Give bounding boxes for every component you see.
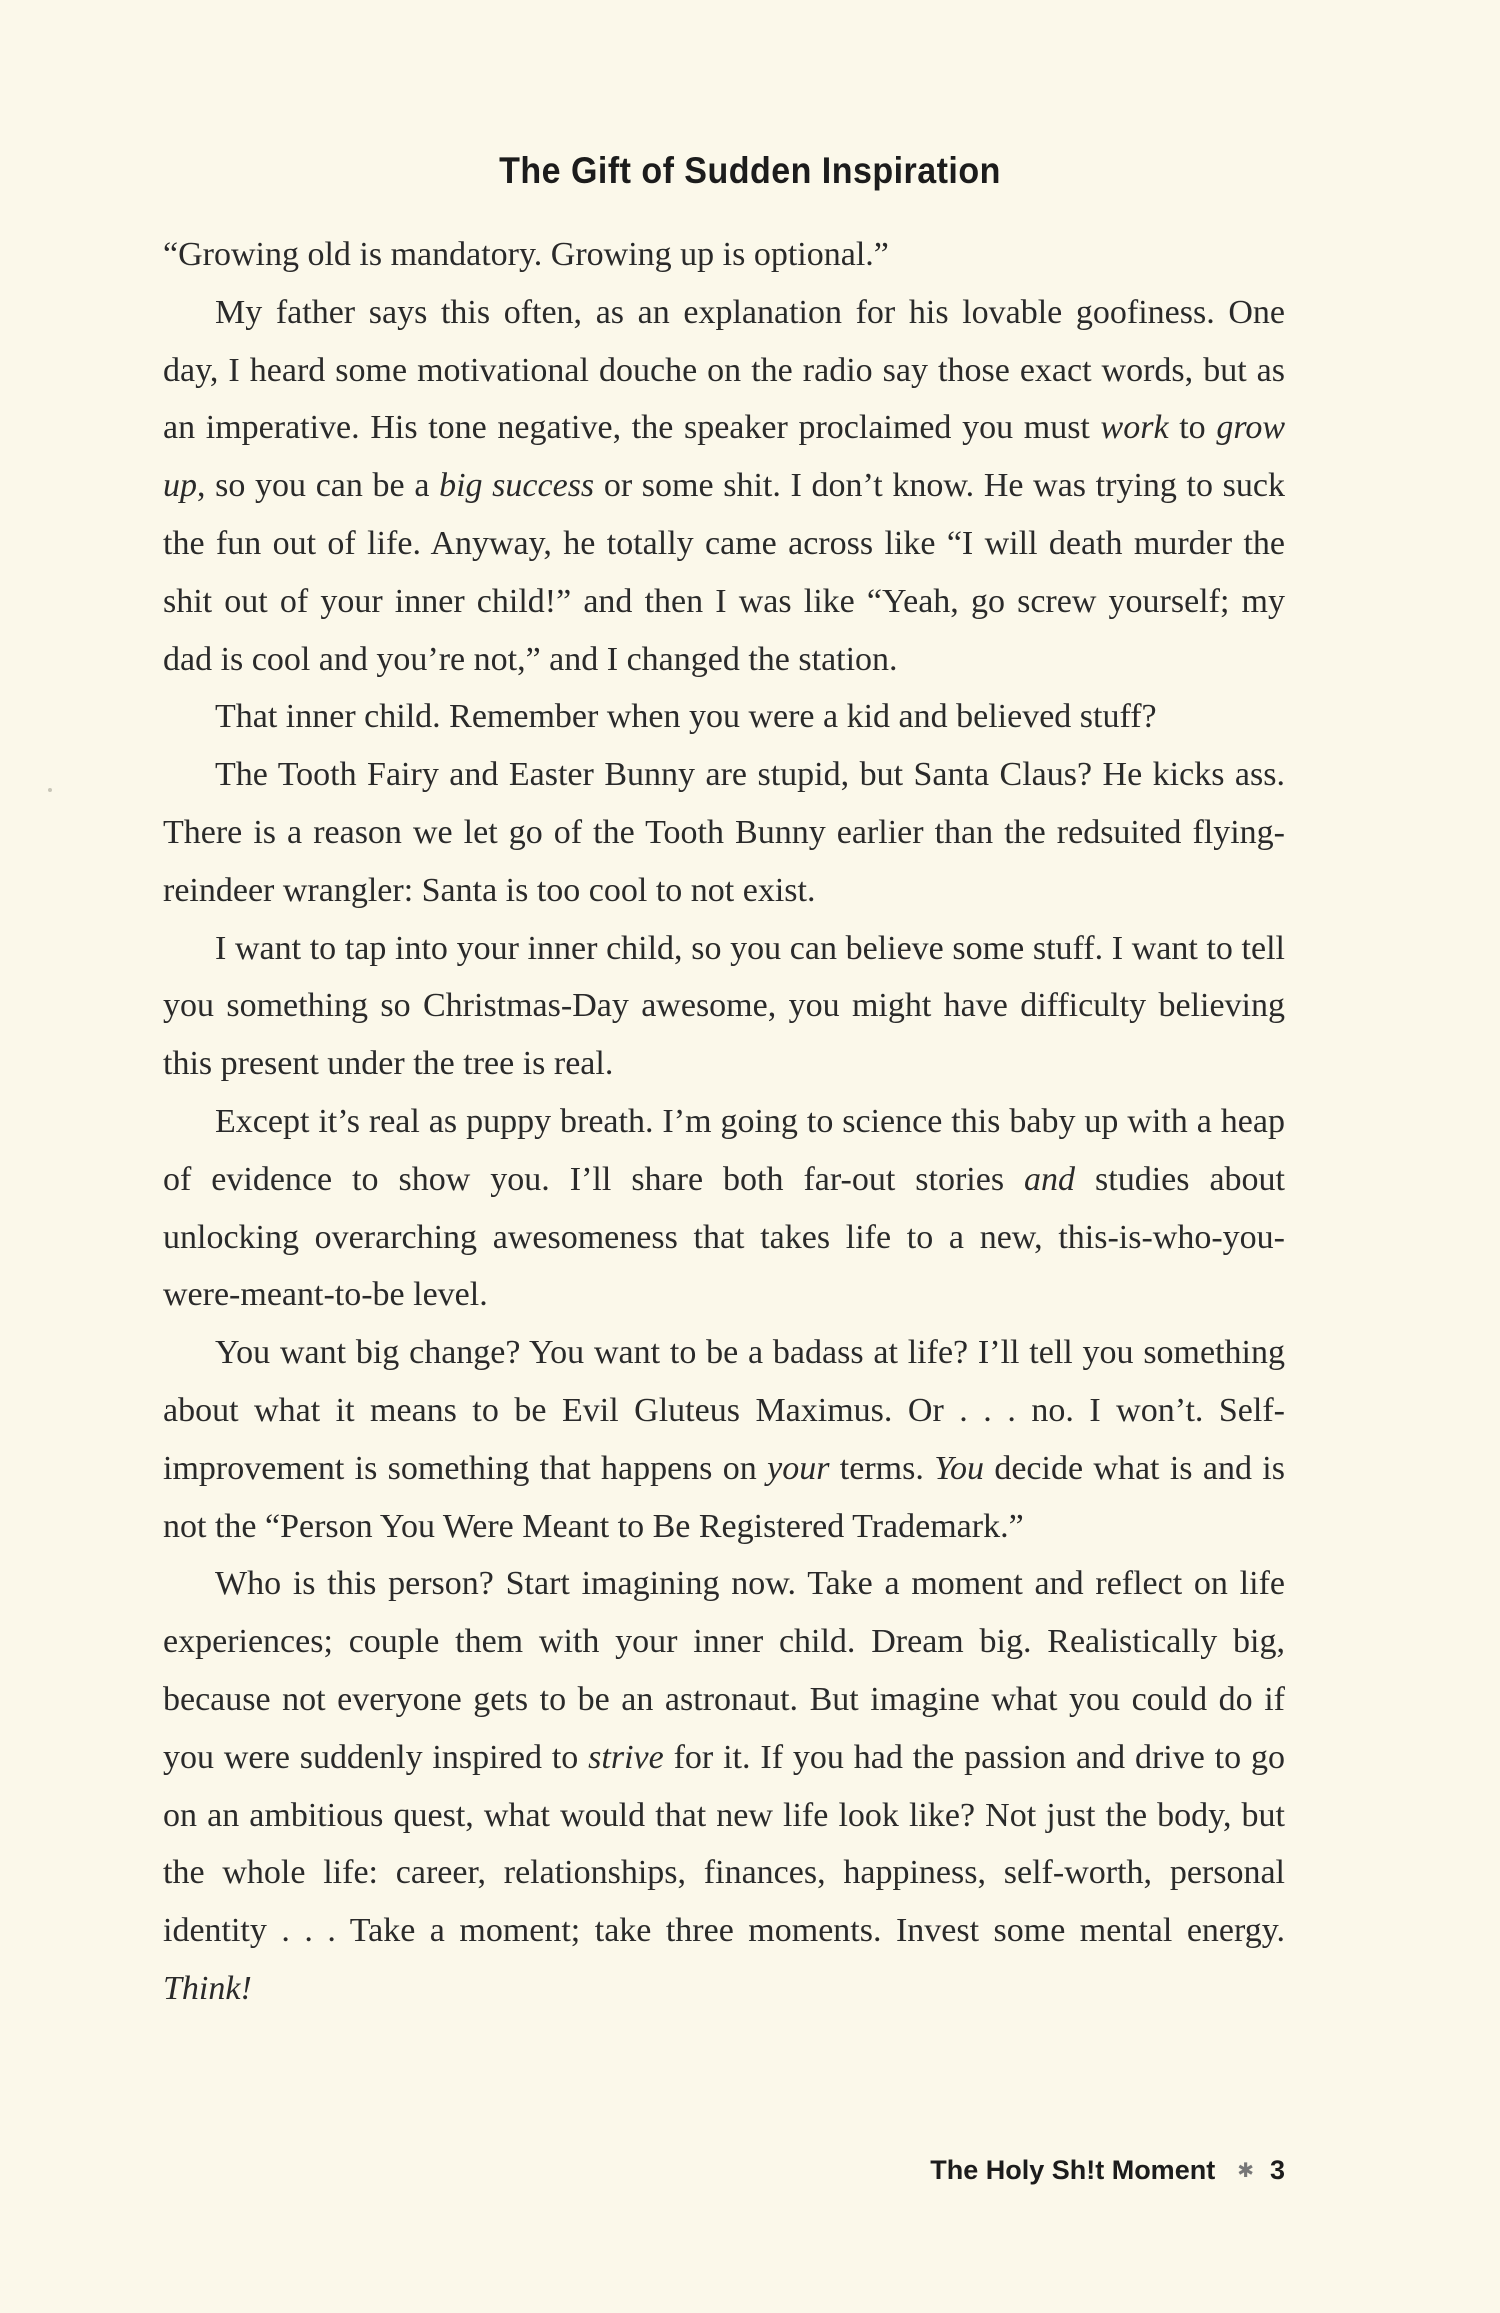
paragraph-who-is-this: Who is this person? Start imagining now. Take a moment and reflect on life experiences; couple them with your inner child. Dream big. Realistically big, because not everyone gets to be an astronaut. But imagine what you could do if you were suddenly inspired to strive for it. If you had the passion and drive to go on an ambitious quest, what would that new life look like? Not just the body, but the whole life: career, relationships, finances, happiness, self-worth, personal identity . . . Take a moment; take three moments. Invest some mental energy. Think! bbox=[163, 1565, 1285, 2007]
asterisk-icon: ✱ bbox=[1237, 2160, 1254, 2182]
paragraph-father: My father says this often, as an explanation for his lovable goofiness. One day, I heard some motivational douche on the radio say those exact words, but as an imperative. His tone negative, the speaker proclaimed you must work to grow up, so you can be a big success or some shit. I don’t know. He was trying to suck the fun out of life. Anyway, he totally came across like “I will death murder the shit out of your inner child!” and then I was like “Yeah, go screw yourself; my dad is cool and you’re not,” and I changed the station. bbox=[163, 293, 1285, 678]
paragraph-big-change: You want big change? You want to be a badass at life? I’ll tell you something about what it means to be Evil Gluteus Maximus. Or . . . no. I won’t. Self-improvement is something that happens on your terms. You decide what is and is not the “Person You Were Meant to Be Registered Trademark.” bbox=[163, 1334, 1285, 1545]
paragraph-evidence: Except it’s real as puppy breath. I’m going to science this baby up with a heap of evidence to show you. I’ll share both far-out stories and studies about unlocking overarching awesomeness that takes life to a new, this-is-who-you-were-meant-to-be level. bbox=[163, 1102, 1285, 1314]
paper-speck bbox=[48, 788, 52, 792]
paragraph-santa: The Tooth Fairy and Easter Bunny are stupid, but Santa Claus? He kicks ass. There is a reason we let go of the Tooth Bunny earlier than the redsuited flying-reindeer wrangler: Santa is too cool to not exist. bbox=[163, 756, 1285, 909]
page-number: 3 bbox=[1269, 2155, 1285, 2185]
paragraph-tap-in: I want to tap into your inner child, so you can believe some stuff. I want to tell you something so Christmas-Day awesome, you might have difficulty believing this present under the tree is real. bbox=[163, 929, 1285, 1083]
paragraph-inner-child: That inner child. Remember when you were a kid and believed stuff? bbox=[215, 698, 1157, 736]
running-footer bbox=[930, 2155, 1285, 2186]
footer-book-title: The Holy Sh!t Moment bbox=[930, 2155, 1216, 2185]
section-heading: The Gift of Sudden Inspiration bbox=[499, 150, 1001, 191]
body-text bbox=[163, 226, 1285, 2018]
paragraph-quote: “Growing old is mandatory. Growing up is optional.” bbox=[163, 236, 889, 273]
